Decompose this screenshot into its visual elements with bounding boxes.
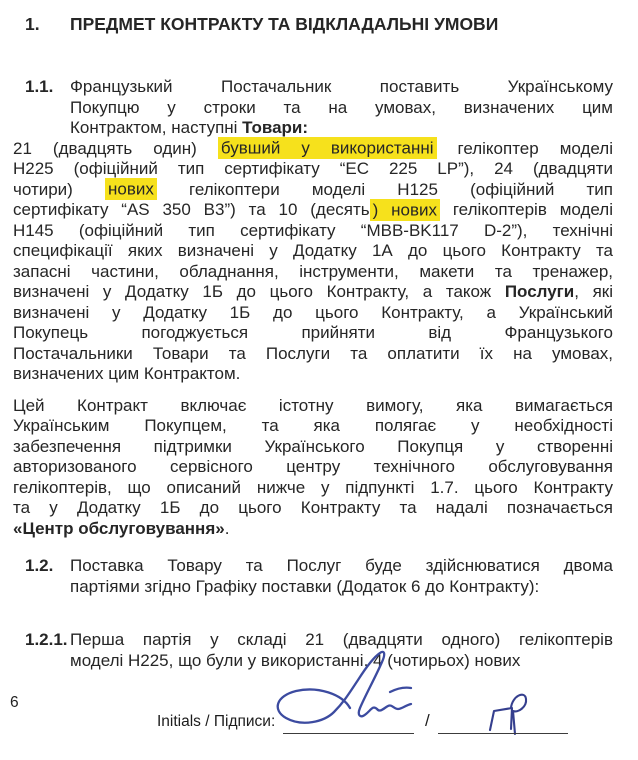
highlighted-text: ) нових: [370, 199, 440, 221]
text-line: [13, 180, 613, 201]
text-line: [13, 498, 613, 519]
text-segment: забезпечення підтримки Українського Покупця у створенні: [13, 436, 613, 456]
text-line: [13, 364, 613, 385]
text-segment: Українським Покупцем, та яка полягає у необхідності: [13, 416, 613, 435]
text-line: [70, 98, 613, 119]
text-line: [13, 396, 613, 417]
section-heading-title: ПРЕДМЕТ КОНТРАКТУ ТА ВІДКЛАДАЛЬНІ УМОВИ: [70, 14, 499, 34]
contract-body: [13, 77, 613, 671]
clause-text: [70, 556, 613, 597]
text-segment: Покупець погоджується прийняти від Французького: [13, 323, 613, 342]
signature-line-first: [283, 733, 414, 734]
text-segment: сертифікату “AS 350 B3”) та 10 (десять: [13, 200, 370, 219]
first-signature: [262, 650, 432, 740]
text-line: [13, 159, 613, 180]
text-line: [13, 303, 613, 324]
bold-term: Товари:: [242, 118, 309, 137]
text-segment: авторизованого сервісного центру технічного обслуговування: [13, 457, 613, 476]
text-line: [13, 416, 613, 437]
text-line: [13, 139, 613, 160]
text-line: [13, 478, 613, 499]
text-segment: визначені у Додатку 1Б до цього Контракту, а також: [13, 282, 505, 301]
text-segment: Поставка Товару та Послуг буде здійснюватися двома: [70, 556, 613, 575]
clause-number: 1.1.: [25, 77, 54, 96]
text-segment: , які: [574, 282, 613, 301]
text-segment: Перша партія у складі 21 (двадцяти одного) гелікоптерів: [70, 630, 613, 649]
highlighted-text: бувший у використанні: [218, 137, 437, 159]
paragraph: [13, 139, 613, 385]
text-segment: визначених цим Контрактом.: [13, 364, 241, 383]
signature-line-second: [438, 733, 568, 734]
text-segment: .: [224, 518, 230, 538]
second-signature: [482, 686, 546, 738]
text-segment: моделі H225, що були у використанні, 4 (чотирьох) нових: [70, 650, 521, 670]
text-segment: Покупцю у строки та на умовах, визначених цим: [70, 97, 613, 117]
text-line: [13, 221, 613, 242]
section-heading-number: 1.: [25, 14, 40, 34]
clause-1-2: [25, 556, 613, 597]
text-segment: запасні частини, обладнання, інструменти, макети та тренажер,: [13, 261, 613, 281]
clause-text: [13, 396, 613, 540]
text-line: [70, 118, 613, 139]
page-number: 6: [10, 694, 19, 711]
text-segment: визначені у Додатку 1Б до цього Контракту, а Український: [13, 302, 613, 322]
text-segment: Цей Контракт включає істотну вимогу, яка вимагається: [13, 395, 613, 415]
text-line: [70, 577, 613, 598]
text-line: [13, 437, 613, 458]
text-line: [70, 556, 613, 577]
text-segment: гелікоптерів моделі: [440, 200, 613, 219]
clause-1-1: [25, 77, 613, 139]
text-segment: партіями згідно Графіку поставки (Додаток 6 до Контракту):: [70, 576, 540, 596]
text-segment: H145 (офіційний тип сертифікату “MBB-BK117 D-2”), технічні: [13, 220, 613, 240]
text-line: [70, 77, 613, 98]
text-line: [13, 200, 613, 221]
text-segment: H225 (офіційний тип сертифікату “EC 225 LP”), 24 (двадцяти: [13, 159, 613, 178]
text-segment: Контрактом, наступні: [70, 118, 243, 137]
clause-text: [13, 139, 613, 385]
initials-label: Initials / Підписи:: [157, 713, 276, 730]
signature-separator: /: [425, 711, 430, 730]
text-line: [70, 630, 613, 651]
text-line: [13, 323, 613, 344]
clause-text: [70, 77, 613, 139]
bold-term: Послуги: [504, 282, 575, 301]
text-line: [13, 241, 613, 262]
text-segment: чотири): [13, 179, 105, 199]
text-line: [13, 262, 613, 283]
bold-term: «Центр обслуговування»: [13, 518, 225, 538]
text-segment: специфікації яких визначені у Додатку 1А до цього Контракту та: [13, 241, 613, 260]
text-segment: 21 (двадцять один): [13, 138, 218, 158]
text-line: [13, 344, 613, 365]
text-segment: гелікоптери моделі H125 (офіційний тип: [156, 179, 613, 199]
section-heading: [25, 14, 613, 35]
clause-number: 1.2.1.: [25, 630, 68, 649]
text-line: [13, 282, 613, 303]
text-segment: гелікоптерів, що описаний нижче у підпункті 1.7. цього Контракту: [13, 477, 613, 497]
text-segment: Постачальники Товари та Послуги та оплатити їх на умовах,: [13, 343, 613, 363]
text-line: [13, 457, 613, 478]
paragraph: [13, 396, 613, 540]
clause-number: 1.2.: [25, 556, 54, 575]
text-segment: та у Додатку 1Б до цього Контракту та надалі позначається: [13, 498, 613, 517]
text-segment: гелікоптер моделі: [436, 138, 613, 158]
highlighted-text: нових: [105, 178, 157, 200]
text-line: [13, 519, 613, 540]
text-segment: Французький Постачальник поставить Українському: [70, 77, 613, 96]
